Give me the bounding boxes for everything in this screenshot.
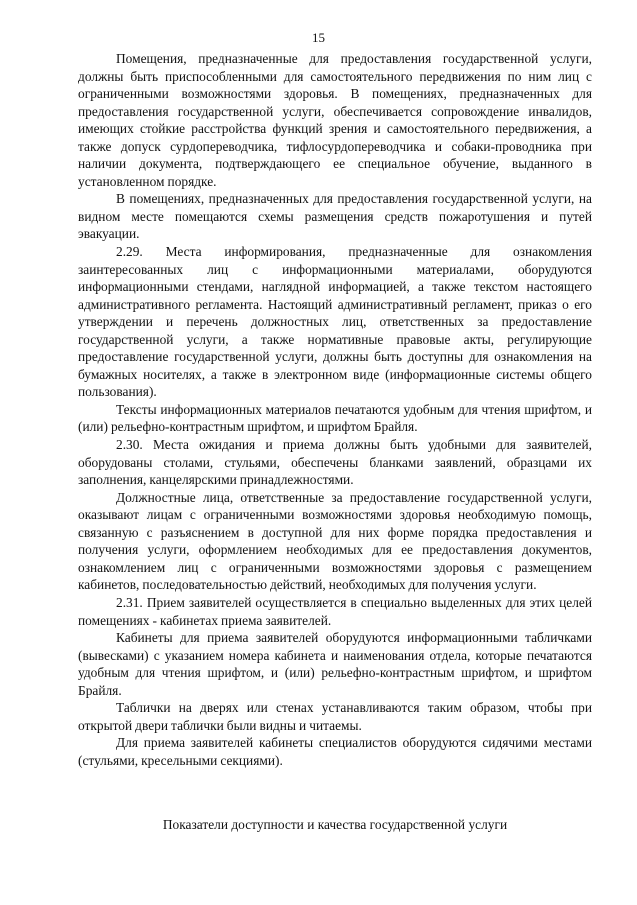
paragraph-seating: Для приема заявителей кабинеты специалистов оборудуются сидячими местами (стульями, кресельными секциями). — [78, 735, 592, 768]
section-heading: Показатели доступности и качества государственной услуги — [162, 817, 508, 832]
document-body — [78, 50, 592, 769]
paragraph-premises-accessibility: Помещения, предназначенные для предоставления государственной услуги, должны быть приспособленными для самостоятельного передвижения по ним лиц с ограниченными возможностями здоровья. В помещениях, предназначенных для предоставления государственной услуги, обеспечивается сопровождение инвалидов, имеющих стойкие расстройства функций зрения и самостоятельного передвижения, а также допуск сурдопереводчика, тифлосурдопереводчика и собаки-проводника при наличии документа, подтверждающего ее специальное обучение, выданного в установленном порядке. — [78, 51, 592, 189]
paragraph-office-signs: Кабинеты для приема заявителей оборудуются информационными табличками (вывесками) с указанием номера кабинета и наименования отдела, которые печатаются удобным для чтения шрифтом, и (или) рельефно-контрастным шрифтом, и шрифтом Брайля. — [78, 630, 592, 698]
paragraph-evacuation-schemes: В помещениях, предназначенных для предоставления государственной услуги, на видном месте помещаются схемы размещения средств пожаротушения и путей эвакуации. — [78, 191, 592, 242]
paragraph-2-31-reception: 2.31. Прием заявителей осуществляется в специально выделенных для этих целей помещениях - кабинетах приема заявителей. — [78, 594, 592, 628]
paragraph-door-signs: Таблички на дверях или стенах устанавливаются таким образом, чтобы при открытой двери таблички были видны и читаемы. — [78, 700, 592, 733]
page-number: 15 — [312, 30, 325, 45]
paragraph-information-fonts: Тексты информационных материалов печатаются удобным для чтения шрифтом, и (или) рельефно-контрастным шрифтом, и шрифтом Брайля. — [78, 401, 592, 435]
paragraph-2-29-information-places: 2.29. Места информирования, предназначенные для ознакомления заинтересованных лиц с информационными материалами, оборудуются информационными стендами, наглядной информацией, а также текстом настоящего административного регламента. Настоящий административный регламент, приказ о его утверждении и перечень должностных лиц, ответственных за предоставление государственной услуги, а также нормативные правовые акты, регулирующие предоставление государственной услуги, должны быть доступны для ознакомления на бумажных носителях, а также в электронном виде (информационные системы общего пользования). — [78, 244, 592, 400]
paragraph-2-30-waiting-places: 2.30. Места ожидания и приема должны быть удобными для заявителей, оборудованы столами, стульями, обеспечены бланками заявлений, образцами их заполнения, канцелярскими принадлежностями. — [78, 437, 592, 488]
paragraph-officials-assistance: Должностные лица, ответственные за предоставление государственной услуги, оказывают лицам с ограниченными возможностями здоровья необходимую помощь, связанную с разъяснением в доступной для них форме порядка предоставления и получения услуги, оформлением необходимых для ее предоставления документов, ознакомлением лиц с ограниченными возможностями здоровья с размещением кабинетов, последовательностью действий, необходимых для получения услуги. — [78, 489, 592, 593]
